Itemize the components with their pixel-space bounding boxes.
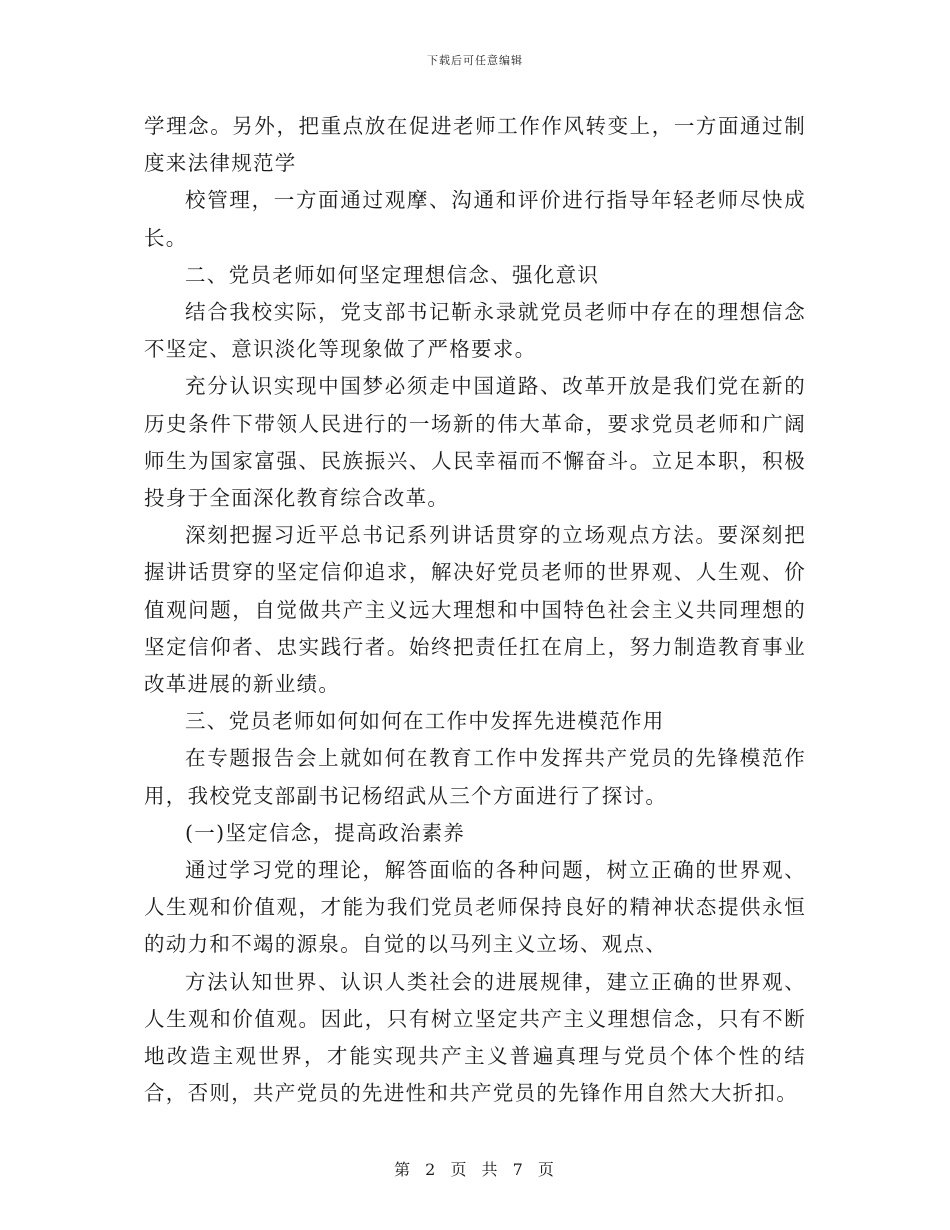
paragraph: 方法认知世界、认识人类社会的进展规律，建立正确的世界观、人生观和价值观。因此，只有树立坚定共产主义理想信念，只有不断地改造主观世界，才能实现共产主义普遍真理与党员个体个性的结合，否则，共产党员的先进性和共产党员的先锋作用自然大大折扣。 [144,969,806,1106]
section-heading: 三、党员老师如何如何在工作中发挥先进模范作用 [185,709,665,734]
page-header: 下载后可任意编辑 [427,54,523,67]
paragraph: 通过学习党的理论，解答面临的各种问题，树立正确的世界观、人生观和价值观，才能为我们党员老师保持良好的精神状态提供永恒的动力和不竭的源泉。自觉的以马列主义立场、观点、 [144,858,806,957]
document-body [144,108,806,1112]
paragraph: 深刻把握习近平总书记系列讲话贯穿的立场观点方法。要深刻把握讲话贯穿的坚定信仰追求，解决好党员老师的世界观、人生观、价值观问题，自觉做共产主义远大理想和中国特色社会主义共同理想的坚定信仰者、忠实践行者。始终把责任扛在肩上，努力制造教育事业改革进展的新业绩。 [144,523,806,697]
paragraph: 充分认识实现中国梦必须走中国道路、改革开放是我们党在新的历史条件下带领人民进行的一场新的伟大革命，要求党员老师和广阔师生为国家富强、民族振兴、人民幸福而不懈奋斗。立足本职，积极投身于全面深化教育综合改革。 [144,374,806,511]
paragraph: 学理念。另外，把重点放在促进老师工作作风转变上，一方面通过制度来法律规范学 [144,114,806,176]
subsection-heading: (一)坚定信念，提高政治素养 [185,820,466,845]
paragraph: 结合我校实际，党支部书记靳永录就党员老师中存在的理想信念不坚定、意识淡化等现象做了严格要求。 [144,300,806,362]
paragraph: 在专题报告会上就如何在教育工作中发挥共产党员的先锋模范作用，我校党支部副书记杨绍武从三个方面进行了探讨。 [144,746,806,808]
page-number: 第 2 页 共 7 页 [394,1160,556,1179]
paragraph: 校管理，一方面通过观摩、沟通和评价进行指导年轻老师尽快成长。 [144,188,806,250]
section-heading: 二、党员老师如何坚定理想信念、强化意识 [185,262,600,287]
